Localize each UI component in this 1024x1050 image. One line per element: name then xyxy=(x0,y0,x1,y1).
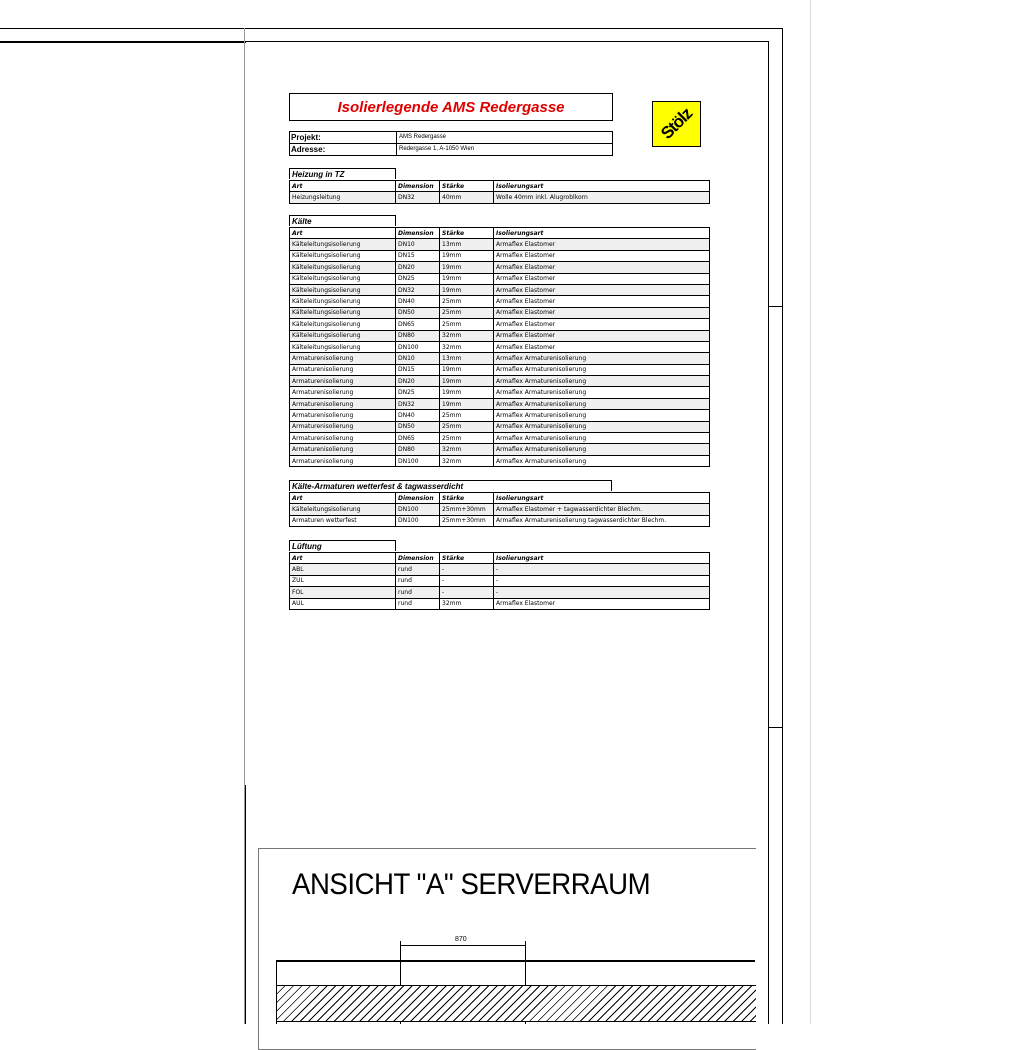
column-header: Dimension xyxy=(396,181,440,192)
address-value: Redergasse 1, A-1050 Wien xyxy=(396,144,474,155)
table-cell: rund xyxy=(396,598,440,609)
table-cell: Armaflex Armaturenisolierung xyxy=(494,433,710,444)
table-row xyxy=(290,273,710,284)
table-row xyxy=(290,330,710,341)
table-cell: Armaflex Elastomer xyxy=(494,273,710,284)
table-cell: Armaflex Armaturenisolierung xyxy=(494,455,710,466)
column-header: Stärke xyxy=(440,553,494,564)
table-cell: 25mm xyxy=(440,296,494,307)
table-cell: DN100 xyxy=(396,515,440,526)
column-header: Art xyxy=(290,493,396,504)
table-cell: Armaflex Armaturenisolierung xyxy=(494,421,710,432)
table-row xyxy=(290,364,710,375)
heizung-table xyxy=(289,180,710,204)
column-header: Isolierungsart xyxy=(494,553,710,564)
table-cell: 25mm xyxy=(440,307,494,318)
table-header-row xyxy=(290,181,710,192)
table-cell: Kälteleitungsisolierung xyxy=(290,504,396,515)
table-cell: Armaturenisolierung xyxy=(290,433,396,444)
table-cell: FOL xyxy=(290,587,396,598)
table-cell: DN20 xyxy=(396,262,440,273)
table-cell: 25mm xyxy=(440,433,494,444)
table-cell: - xyxy=(440,587,494,598)
table-cell: DN10 xyxy=(396,353,440,364)
table-cell: Kälteleitungsisolierung xyxy=(290,262,396,273)
table-cell: Armaflex Elastomer xyxy=(494,341,710,352)
table-cell: DN25 xyxy=(396,387,440,398)
table-row xyxy=(290,387,710,398)
table-row xyxy=(290,398,710,409)
table-cell: - xyxy=(494,587,710,598)
kaelte-armaturen-table xyxy=(289,492,710,527)
address-row xyxy=(289,143,613,156)
table-cell: 19mm xyxy=(440,364,494,375)
table-cell: 19mm xyxy=(440,398,494,409)
table-cell: Armaflex Armaturenisolierung xyxy=(494,410,710,421)
table-cell: 32mm xyxy=(440,341,494,352)
table-cell: 25mm xyxy=(440,421,494,432)
table-cell: DN80 xyxy=(396,444,440,455)
table-cell: DN40 xyxy=(396,410,440,421)
table-cell: Kälteleitungsisolierung xyxy=(290,319,396,330)
table-cell: Kälteleitungsisolierung xyxy=(290,284,396,295)
table-row xyxy=(290,353,710,364)
table-cell: DN65 xyxy=(396,433,440,444)
table-cell: Kälteleitungsisolierung xyxy=(290,341,396,352)
lueftung-table xyxy=(289,552,710,610)
table-cell: Armaturenisolierung xyxy=(290,444,396,455)
column-header: Dimension xyxy=(396,553,440,564)
table-row xyxy=(290,587,710,598)
table-cell: Kälteleitungsisolierung xyxy=(290,250,396,261)
column-header: Dimension xyxy=(396,228,440,239)
table-cell: DN20 xyxy=(396,376,440,387)
section-lueftung-title: Lüftung xyxy=(289,540,396,551)
table-cell: 25mm+30mm xyxy=(440,515,494,526)
table-cell: DN100 xyxy=(396,341,440,352)
table-cell: - xyxy=(440,575,494,586)
table-cell: Armaflex Armaturenisolierung xyxy=(494,376,710,387)
table-cell: 25mm+30mm xyxy=(440,504,494,515)
table-cell: Armaturenisolierung xyxy=(290,353,396,364)
table-row xyxy=(290,421,710,432)
table-cell: Armaflex Armaturenisolierung xyxy=(494,364,710,375)
table-cell: 19mm xyxy=(440,250,494,261)
table-row xyxy=(290,444,710,455)
section-kaelte-title: Kälte xyxy=(289,215,396,226)
table-cell: 13mm xyxy=(440,239,494,250)
table-cell: Armaflex Elastomer xyxy=(494,307,710,318)
table-cell: - xyxy=(494,564,710,575)
project-label: Projekt: xyxy=(291,133,321,142)
table-row xyxy=(290,564,710,575)
table-cell: DN32 xyxy=(396,284,440,295)
table-cell: 40mm xyxy=(440,192,494,203)
document-title-text: Isolierlegende AMS Redergasse xyxy=(337,98,565,116)
table-cell: Kälteleitungsisolierung xyxy=(290,307,396,318)
table-cell: DN65 xyxy=(396,319,440,330)
address-label: Adresse: xyxy=(291,145,326,154)
table-cell: Armaturenisolierung xyxy=(290,398,396,409)
section-heizung-title: Heizung in TZ xyxy=(289,168,396,179)
table-cell: 25mm xyxy=(440,410,494,421)
table-cell: DN32 xyxy=(396,192,440,203)
logo-text: Stölz xyxy=(656,104,696,143)
column-header: Isolierungsart xyxy=(494,493,710,504)
table-cell: - xyxy=(494,575,710,586)
company-logo xyxy=(652,101,701,147)
table-row xyxy=(290,262,710,273)
table-cell: DN50 xyxy=(396,307,440,318)
table-cell: rund xyxy=(396,587,440,598)
wall-hatch xyxy=(276,985,756,1022)
table-cell: 32mm xyxy=(440,455,494,466)
table-cell: Armaturenisolierung xyxy=(290,376,396,387)
table-cell: ABL xyxy=(290,564,396,575)
column-header: Stärke xyxy=(440,493,494,504)
table-cell: 19mm xyxy=(440,387,494,398)
table-cell: Armaflex Armaturenisolierung tagwasserdichter Blechm. xyxy=(494,515,710,526)
table-cell: Kälteleitungsisolierung xyxy=(290,273,396,284)
project-value: AMS Redergasse xyxy=(396,132,446,143)
table-cell: Armaturenisolierung xyxy=(290,421,396,432)
table-cell: Armaturenisolierung xyxy=(290,455,396,466)
table-cell: Armaflex Elastomer xyxy=(494,284,710,295)
column-header: Isolierungsart xyxy=(494,181,710,192)
table-cell: DN15 xyxy=(396,250,440,261)
table-cell: Armaflex Armaturenisolierung xyxy=(494,387,710,398)
table-header-row xyxy=(290,228,710,239)
table-cell: Armaturenisolierung xyxy=(290,387,396,398)
table-row xyxy=(290,341,710,352)
table-header-row xyxy=(290,493,710,504)
table-cell: DN25 xyxy=(396,273,440,284)
table-cell: DN40 xyxy=(396,296,440,307)
table-cell: Armaflex Elastomer xyxy=(494,239,710,250)
table-header-row xyxy=(290,553,710,564)
table-cell: DN80 xyxy=(396,330,440,341)
kaelte-table xyxy=(289,227,710,467)
table-cell: 19mm xyxy=(440,284,494,295)
column-header: Art xyxy=(290,553,396,564)
column-header: Isolierungsart xyxy=(494,228,710,239)
column-header: Art xyxy=(290,181,396,192)
table-cell: 19mm xyxy=(440,273,494,284)
table-cell: Armaflex Armaturenisolierung xyxy=(494,444,710,455)
table-row xyxy=(290,598,710,609)
table-cell: ZUL xyxy=(290,575,396,586)
table-cell: Armaflex Elastomer xyxy=(494,598,710,609)
column-header: Dimension xyxy=(396,493,440,504)
table-cell: Armaturenisolierung xyxy=(290,364,396,375)
table-cell: Armaflex Elastomer xyxy=(494,296,710,307)
table-row xyxy=(290,575,710,586)
table-row xyxy=(290,307,710,318)
table-cell: Armaflex Elastomer xyxy=(494,319,710,330)
table-cell: DN50 xyxy=(396,421,440,432)
table-cell: Kälteleitungsisolierung xyxy=(290,239,396,250)
table-row xyxy=(290,376,710,387)
table-row xyxy=(290,410,710,421)
table-cell: - xyxy=(440,564,494,575)
table-cell: Kälteleitungsisolierung xyxy=(290,330,396,341)
table-cell: rund xyxy=(396,575,440,586)
table-cell: DN100 xyxy=(396,455,440,466)
table-cell: 25mm xyxy=(440,319,494,330)
table-row xyxy=(290,515,710,526)
table-cell: Armaturenisolierung xyxy=(290,410,396,421)
table-row xyxy=(290,239,710,250)
table-row xyxy=(290,192,710,203)
column-header: Stärke xyxy=(440,181,494,192)
table-cell: 32mm xyxy=(440,598,494,609)
table-cell: 32mm xyxy=(440,330,494,341)
table-row xyxy=(290,319,710,330)
document-title xyxy=(289,93,613,121)
table-cell: Wolle 40mm inkl. Alugroblkorn xyxy=(494,192,710,203)
table-cell: Armaflex Elastomer xyxy=(494,262,710,273)
table-row xyxy=(290,296,710,307)
table-row xyxy=(290,504,710,515)
table-cell: Armaflex Armaturenisolierung xyxy=(494,398,710,409)
table-cell: Heizungsleitung xyxy=(290,192,396,203)
table-cell: Armaflex Elastomer xyxy=(494,330,710,341)
column-header: Art xyxy=(290,228,396,239)
table-cell: rund xyxy=(396,564,440,575)
table-cell: Armaturen wetterfest xyxy=(290,515,396,526)
table-cell: DN10 xyxy=(396,239,440,250)
table-row xyxy=(290,455,710,466)
table-cell: DN100 xyxy=(396,504,440,515)
table-cell: Armaflex Elastomer + tagwasserdichter Blechm. xyxy=(494,504,710,515)
table-cell: 13mm xyxy=(440,353,494,364)
table-cell: DN32 xyxy=(396,398,440,409)
table-cell: 19mm xyxy=(440,262,494,273)
dimension-label: 870 xyxy=(455,936,467,943)
table-cell: 32mm xyxy=(440,444,494,455)
table-cell: AUL xyxy=(290,598,396,609)
table-row xyxy=(290,250,710,261)
table-row xyxy=(290,433,710,444)
table-cell: Armaflex Elastomer xyxy=(494,250,710,261)
table-cell: DN15 xyxy=(396,364,440,375)
table-cell: 19mm xyxy=(440,376,494,387)
column-header: Stärke xyxy=(440,228,494,239)
table-cell: Kälteleitungsisolierung xyxy=(290,296,396,307)
table-row xyxy=(290,284,710,295)
table-cell: Armaflex Armaturenisolierung xyxy=(494,353,710,364)
section-kaelte-armaturen-title: Kälte-Armaturen wetterfest & tagwasserdicht xyxy=(289,480,612,491)
view-title: ANSICHT "A" SERVERRAUM xyxy=(292,868,651,901)
